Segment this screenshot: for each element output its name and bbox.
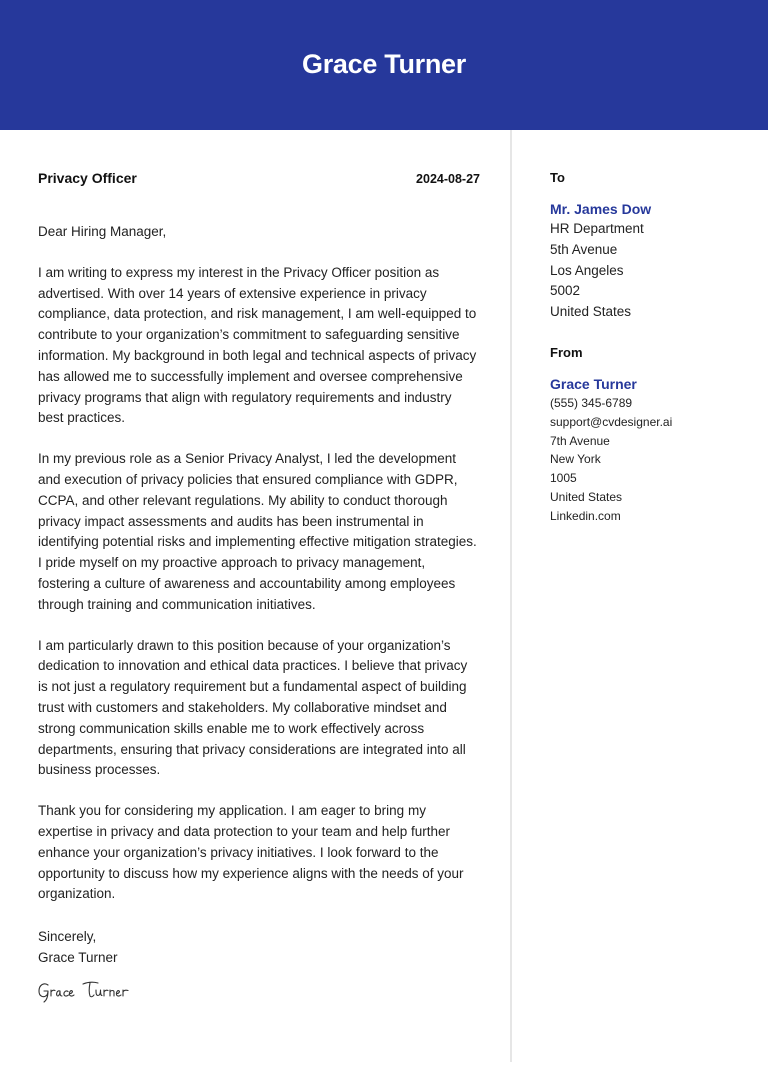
- paragraphs: [38, 263, 480, 905]
- paragraph-2: In my previous role as a Senior Privacy Analyst, I led the development and execution of privacy policies that ensured compliance with GDPR, CCPA, and other relevant regulations. My ability to conduct thorough privacy impact assessments and audits has been instrumental in identifying potential risks and implementing effective mitigation strategies. I pride myself on my proactive approach to privacy management, fostering a culture of awareness and accountability among employees through training and communication initiatives.: [38, 451, 477, 612]
- from-heading: From: [550, 344, 583, 360]
- applicant-name: Grace Turner: [302, 48, 466, 79]
- sender-street: 7th Avenue: [550, 433, 610, 448]
- address-sidebar: [550, 170, 750, 526]
- letter-body: [38, 170, 480, 905]
- signature: [38, 976, 138, 1004]
- closing-block: [38, 926, 118, 968]
- paragraph-4: Thank you for considering my application. I am eager to bring my expertise in privacy and data protection to your team and help further enhance your organization’s privacy initiatives. I look forward to the opportunity to discuss how my experience aligns with the needs of your organization.: [38, 803, 464, 902]
- paragraph-1: I am writing to express my interest in the Privacy Officer position as advertised. With over 14 years of extensive experience in privacy compliance, data protection, and risk management, I am well-equipped to contribute to your organization’s commitment to safeguarding sensitive information. My background in both legal and technical aspects of privacy has allowed me to successfully implement and oversee comprehensive privacy programs that align with regulatory requirements and industry best practices.: [38, 264, 477, 426]
- sender-zip: 1005: [550, 471, 577, 486]
- sender-email[interactable]: support@cvdesigner.ai: [550, 414, 673, 429]
- closing-salutation: Sincerely,: [38, 929, 97, 944]
- header-banner: [0, 0, 768, 130]
- greeting: Dear Hiring Manager,: [38, 224, 167, 239]
- closing-name: Grace Turner: [38, 950, 118, 965]
- job-title: Privacy Officer: [38, 170, 137, 186]
- sender-country: United States: [550, 489, 623, 504]
- paragraph-3: I am particularly drawn to this position because of your organization’s dedication to innovation and ethical data practices. I believe that privacy is not just a regulatory requirement but a fundamental aspect of building trust with customers and stakeholders. My collaborative mindset and strong communication skills enable me to work effectively across departments, ensuring that privacy considerations are integrated into all business processes.: [38, 637, 468, 778]
- recipient-city: Los Angeles: [550, 262, 624, 278]
- recipient-street: 5th Avenue: [550, 241, 618, 257]
- recipient-country: United States: [550, 304, 632, 320]
- recipient-zip: 5002: [550, 283, 581, 299]
- sender-linkedin[interactable]: Linkedin.com: [550, 508, 621, 523]
- recipient-name: Mr. James Dow: [550, 201, 652, 217]
- sender-city: New York: [550, 452, 601, 467]
- recipient-department: HR Department: [550, 221, 644, 236]
- to-heading: To: [550, 170, 565, 185]
- sender-phone: (555) 345-6789: [550, 395, 633, 410]
- sender-name: Grace Turner: [550, 375, 637, 392]
- column-divider: [510, 130, 512, 1062]
- letter-meta: [38, 170, 480, 186]
- letter-date: 2024-08-27: [416, 172, 480, 186]
